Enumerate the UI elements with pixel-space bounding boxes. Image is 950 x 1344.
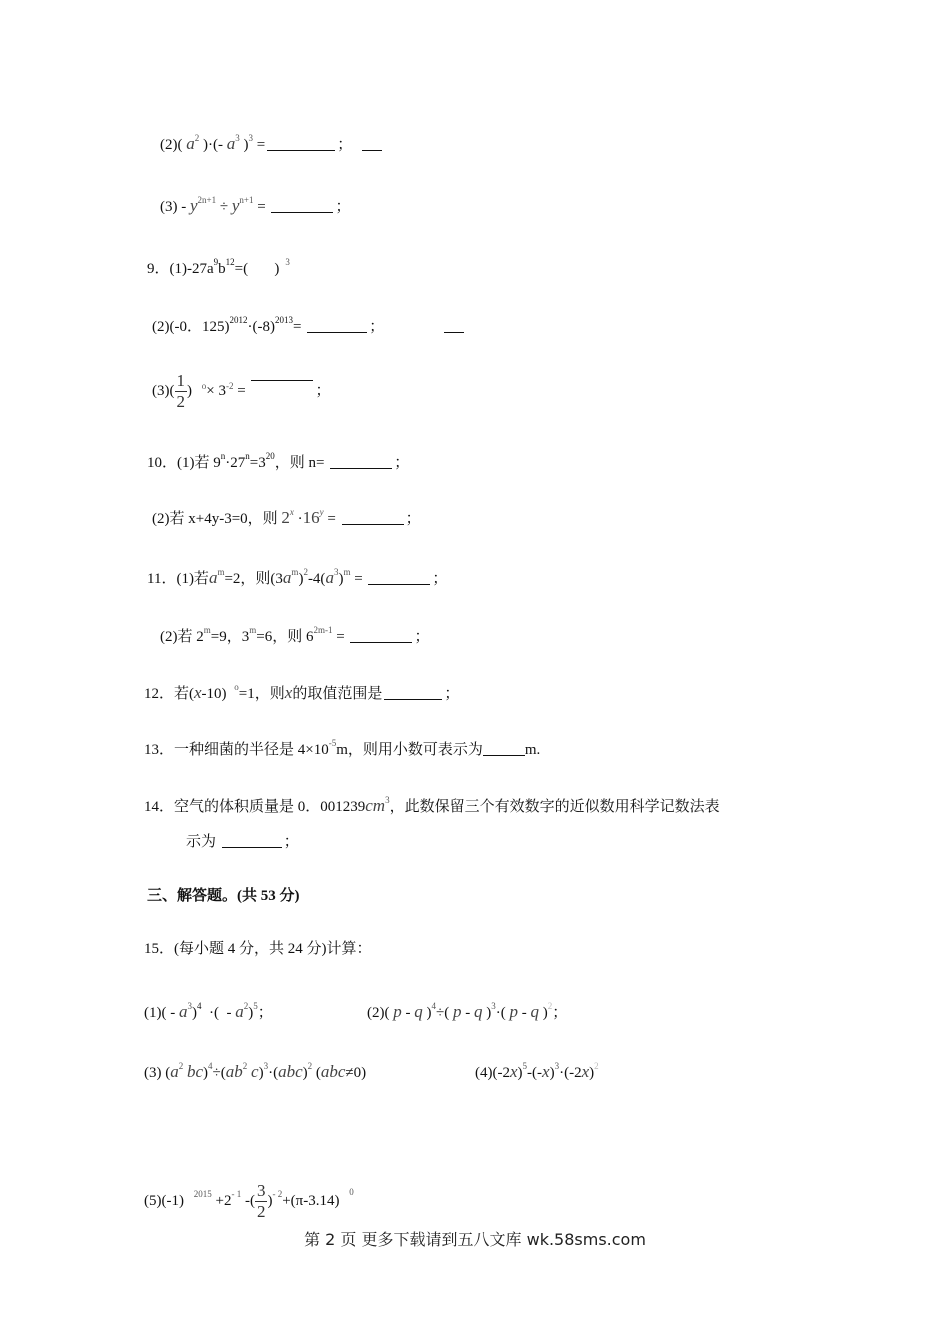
text: ÷( [212,1065,226,1081]
exponent: y [319,507,324,517]
text: ·( [495,1005,506,1021]
exponent: 2m-1 [313,625,333,635]
text: = [332,629,349,645]
exponent: m [249,625,257,635]
question-14-line2 [186,832,299,852]
question-13 [144,733,540,760]
answer-blank[interactable] [251,366,313,381]
var-ab: ab [225,1062,243,1081]
text: =( ) [234,261,280,277]
text: (2)( [160,137,183,153]
text: = [292,319,306,335]
fraction [175,371,188,412]
text: ； [394,455,410,471]
text: =6，则 6 [256,629,314,645]
question-8-2 [160,128,384,155]
question-15-3 [144,1056,366,1083]
base: 2 [281,508,290,527]
text: ) [248,1005,254,1021]
exponent: o [234,682,239,692]
base: 16 [302,508,320,527]
exponent: 2013 [274,315,293,325]
answer-blank[interactable] [330,454,392,469]
exponent: m [203,625,211,635]
text: = [253,199,270,215]
var-a: a [282,568,292,587]
text: m. [524,742,541,758]
text: ≠0) [345,1065,367,1081]
answer-blank[interactable] [384,685,442,700]
question-15-1 [144,996,273,1023]
exponent: 2 [178,1061,184,1071]
question-15: 15．(每小题 4 分，共 24 分)计算： [144,941,372,957]
text: ； [337,137,353,153]
text: ； [444,686,460,702]
answer-blank[interactable] [271,198,333,213]
text: ·27 [225,455,246,471]
question-15-5 [144,1168,354,1222]
page-footer: 第 2 页 更多下载请到五八文库 wk.58sms.com [304,1230,646,1249]
text: =2，则(3 [224,571,283,587]
answer-blank[interactable] [444,318,464,333]
text: m，则用小数可表示为 [336,742,483,758]
exponent: -2 [225,381,234,391]
var-y: y [190,196,198,215]
exponent: 3 [554,1061,560,1071]
exponent: 2015 [193,1189,212,1199]
text: ÷( [436,1005,450,1021]
text: (5)(-1) [144,1193,184,1209]
var-abc: abc [320,1062,346,1081]
question-9-2 [152,310,466,337]
var-a: a [235,1002,244,1021]
text: (1)( - [144,1005,176,1021]
exponent: 2 [307,1061,313,1071]
var-x: x [509,1062,518,1081]
question-11-1 [147,562,447,589]
question-9-1 [147,252,290,279]
text: ； [432,571,448,587]
text: -(- [527,1065,543,1081]
exponent: m [291,567,299,577]
var-p: p [452,1002,462,1021]
exponent: 2 [594,1061,599,1071]
var-q: q [530,1002,539,1021]
var-a: a [325,568,334,587]
question-8-3 [160,190,350,217]
text: -( [244,1193,255,1209]
text: =3 [249,455,266,471]
exponent: 4 [431,1001,436,1011]
answer-blank[interactable] [307,318,367,333]
text: = [233,383,250,399]
text: )·(- [203,137,223,153]
exponent: 9 [213,257,219,267]
exponent: 3 [187,1001,192,1011]
exponent: 2n+1 [197,195,217,205]
var-p: p [393,1002,402,1021]
var-y: y [231,196,240,215]
text: - [461,1005,474,1021]
exponent: 2 [194,133,200,143]
var-bc: bc [187,1062,204,1081]
text: ) [267,1193,273,1209]
text: ，此数保留三个有效数字的近似数用科学记数法表 [389,799,720,815]
text: ) [203,1065,209,1081]
text: +2 [215,1193,232,1209]
text: 示为 [186,834,217,850]
exponent: 4 [196,1001,202,1011]
text: -10) [201,686,227,702]
text: ) [298,571,304,587]
text: -4( [307,571,326,587]
var-c: c [251,1062,259,1081]
fraction [255,1181,268,1222]
text: =1，则 [238,686,285,702]
answer-blank[interactable] [368,570,430,585]
text: ； [335,199,351,215]
var-a: a [170,1062,179,1081]
exponent: - 2 [272,1189,283,1199]
text: ) [243,137,249,153]
answer-blank[interactable] [483,741,525,756]
text: (2)若 2 [160,629,204,645]
var-x: x [542,1062,550,1081]
var-a: a [178,1002,188,1021]
text: ) [302,1065,308,1081]
text: · [297,511,303,527]
exponent: 2012 [229,315,248,325]
var-x: x [194,683,202,702]
text: (2)若 x+4y-3=0，则 [152,511,278,527]
question-10-2 [152,502,421,529]
text: ) [589,1065,595,1081]
exponent: - 1 [231,1189,242,1199]
exponent: 5 [253,1001,258,1011]
exponent: 4 [208,1061,213,1071]
text: 11．(1)若 [147,571,209,587]
section-title: 三、解答题。(共 53 分) [147,888,300,904]
text: ，则 n= [274,455,329,471]
text: ) [486,1005,492,1021]
exponent: m [217,567,225,577]
var-a: a [226,134,236,153]
exponent: 20 [265,451,275,461]
exponent: 2 [242,1061,248,1071]
text: (3)( [152,383,175,399]
exponent: o [201,381,207,391]
answer-blank[interactable] [222,833,282,848]
text: ÷ [219,199,229,215]
exponent: 2 [547,1001,553,1011]
text: ； [552,1005,568,1021]
text: 12．若( [144,686,194,702]
text: =9，3 [210,629,250,645]
var-x: x [284,683,293,702]
text: ； [369,319,385,335]
text: 13．一种细菌的半径是 4×10 [144,742,329,758]
text: × 3 [206,383,226,399]
answer-blank[interactable] [362,136,382,151]
text: ； [315,383,331,399]
text: (3) - [160,199,187,215]
exponent: m [343,567,351,577]
text: ； [283,834,299,850]
text: ； [405,511,421,527]
exponent: 2 [303,567,308,577]
exponent: 3 [235,133,240,143]
text: ( [312,1065,321,1081]
question-12 [144,677,459,704]
text: = [323,511,340,527]
text: ) [517,1065,523,1081]
text: 10．(1)若 9 [147,455,221,471]
exponent: 3 [248,133,253,143]
text: ； [414,629,430,645]
exponent: 2 [243,1001,249,1011]
var-x: x [581,1062,590,1081]
var-abc: abc [278,1062,303,1081]
question-11-2 [160,620,429,647]
exponent: 12 [225,257,235,267]
text: (4)(-2 [475,1065,510,1081]
text: 的取值范围是 [292,686,383,702]
text: ) [542,1005,548,1021]
text: ·( [268,1065,279,1081]
text: 14．空气的体积质量是 0．001239 [144,799,366,815]
var-a: a [186,134,195,153]
exponent: 3 [263,1061,269,1071]
text: ) [426,1005,432,1021]
text: ·(-8) [247,319,275,335]
text: (3) ( [144,1065,171,1081]
unit-cm: cm [365,796,386,815]
numerator: 3 [256,1181,266,1201]
exponent: 3 [491,1001,496,1011]
var-q: q [414,1002,423,1021]
text: +(π-3.14) [282,1193,340,1209]
text: (2)(-0．125) [152,319,230,335]
denominator: 2 [256,1202,266,1222]
text: b [218,261,226,277]
exponent: 0 [349,1187,354,1197]
text: = [350,571,367,587]
question-9-3 [152,362,330,410]
exponent: n [245,451,250,461]
exponent: x [289,507,294,517]
exponent: n [220,451,226,461]
var-a: a [208,568,218,587]
text: - [401,1005,415,1021]
var-p: p [509,1002,518,1021]
denominator: 2 [176,392,185,412]
answer-blank[interactable] [342,510,404,525]
text: ) [187,383,192,399]
text: - [517,1005,531,1021]
exponent: n+1 [239,195,254,205]
var-q: q [473,1002,483,1021]
exponent: 3 [385,795,390,805]
question-10-1 [147,446,409,473]
text: = [252,137,266,153]
exponent: 3 [333,567,339,577]
question-15-4 [475,1056,599,1083]
text: ； [257,1005,273,1021]
answer-blank[interactable] [350,628,412,643]
question-14 [144,790,720,817]
text: ·(-2 [559,1065,582,1081]
question-15-2 [367,996,567,1023]
text: ) [191,1005,197,1021]
text: ·( - [205,1005,232,1021]
exponent: -5 [328,738,337,748]
exponent: 5 [522,1061,528,1071]
text: ) [549,1065,555,1081]
exponent: 3 [285,257,290,267]
answer-blank[interactable] [267,136,335,151]
numerator: 1 [176,371,185,391]
text: ) [258,1065,264,1081]
text: (2)( [367,1005,390,1021]
text: 9．(1)-27a [147,261,214,277]
text: ) [338,571,344,587]
